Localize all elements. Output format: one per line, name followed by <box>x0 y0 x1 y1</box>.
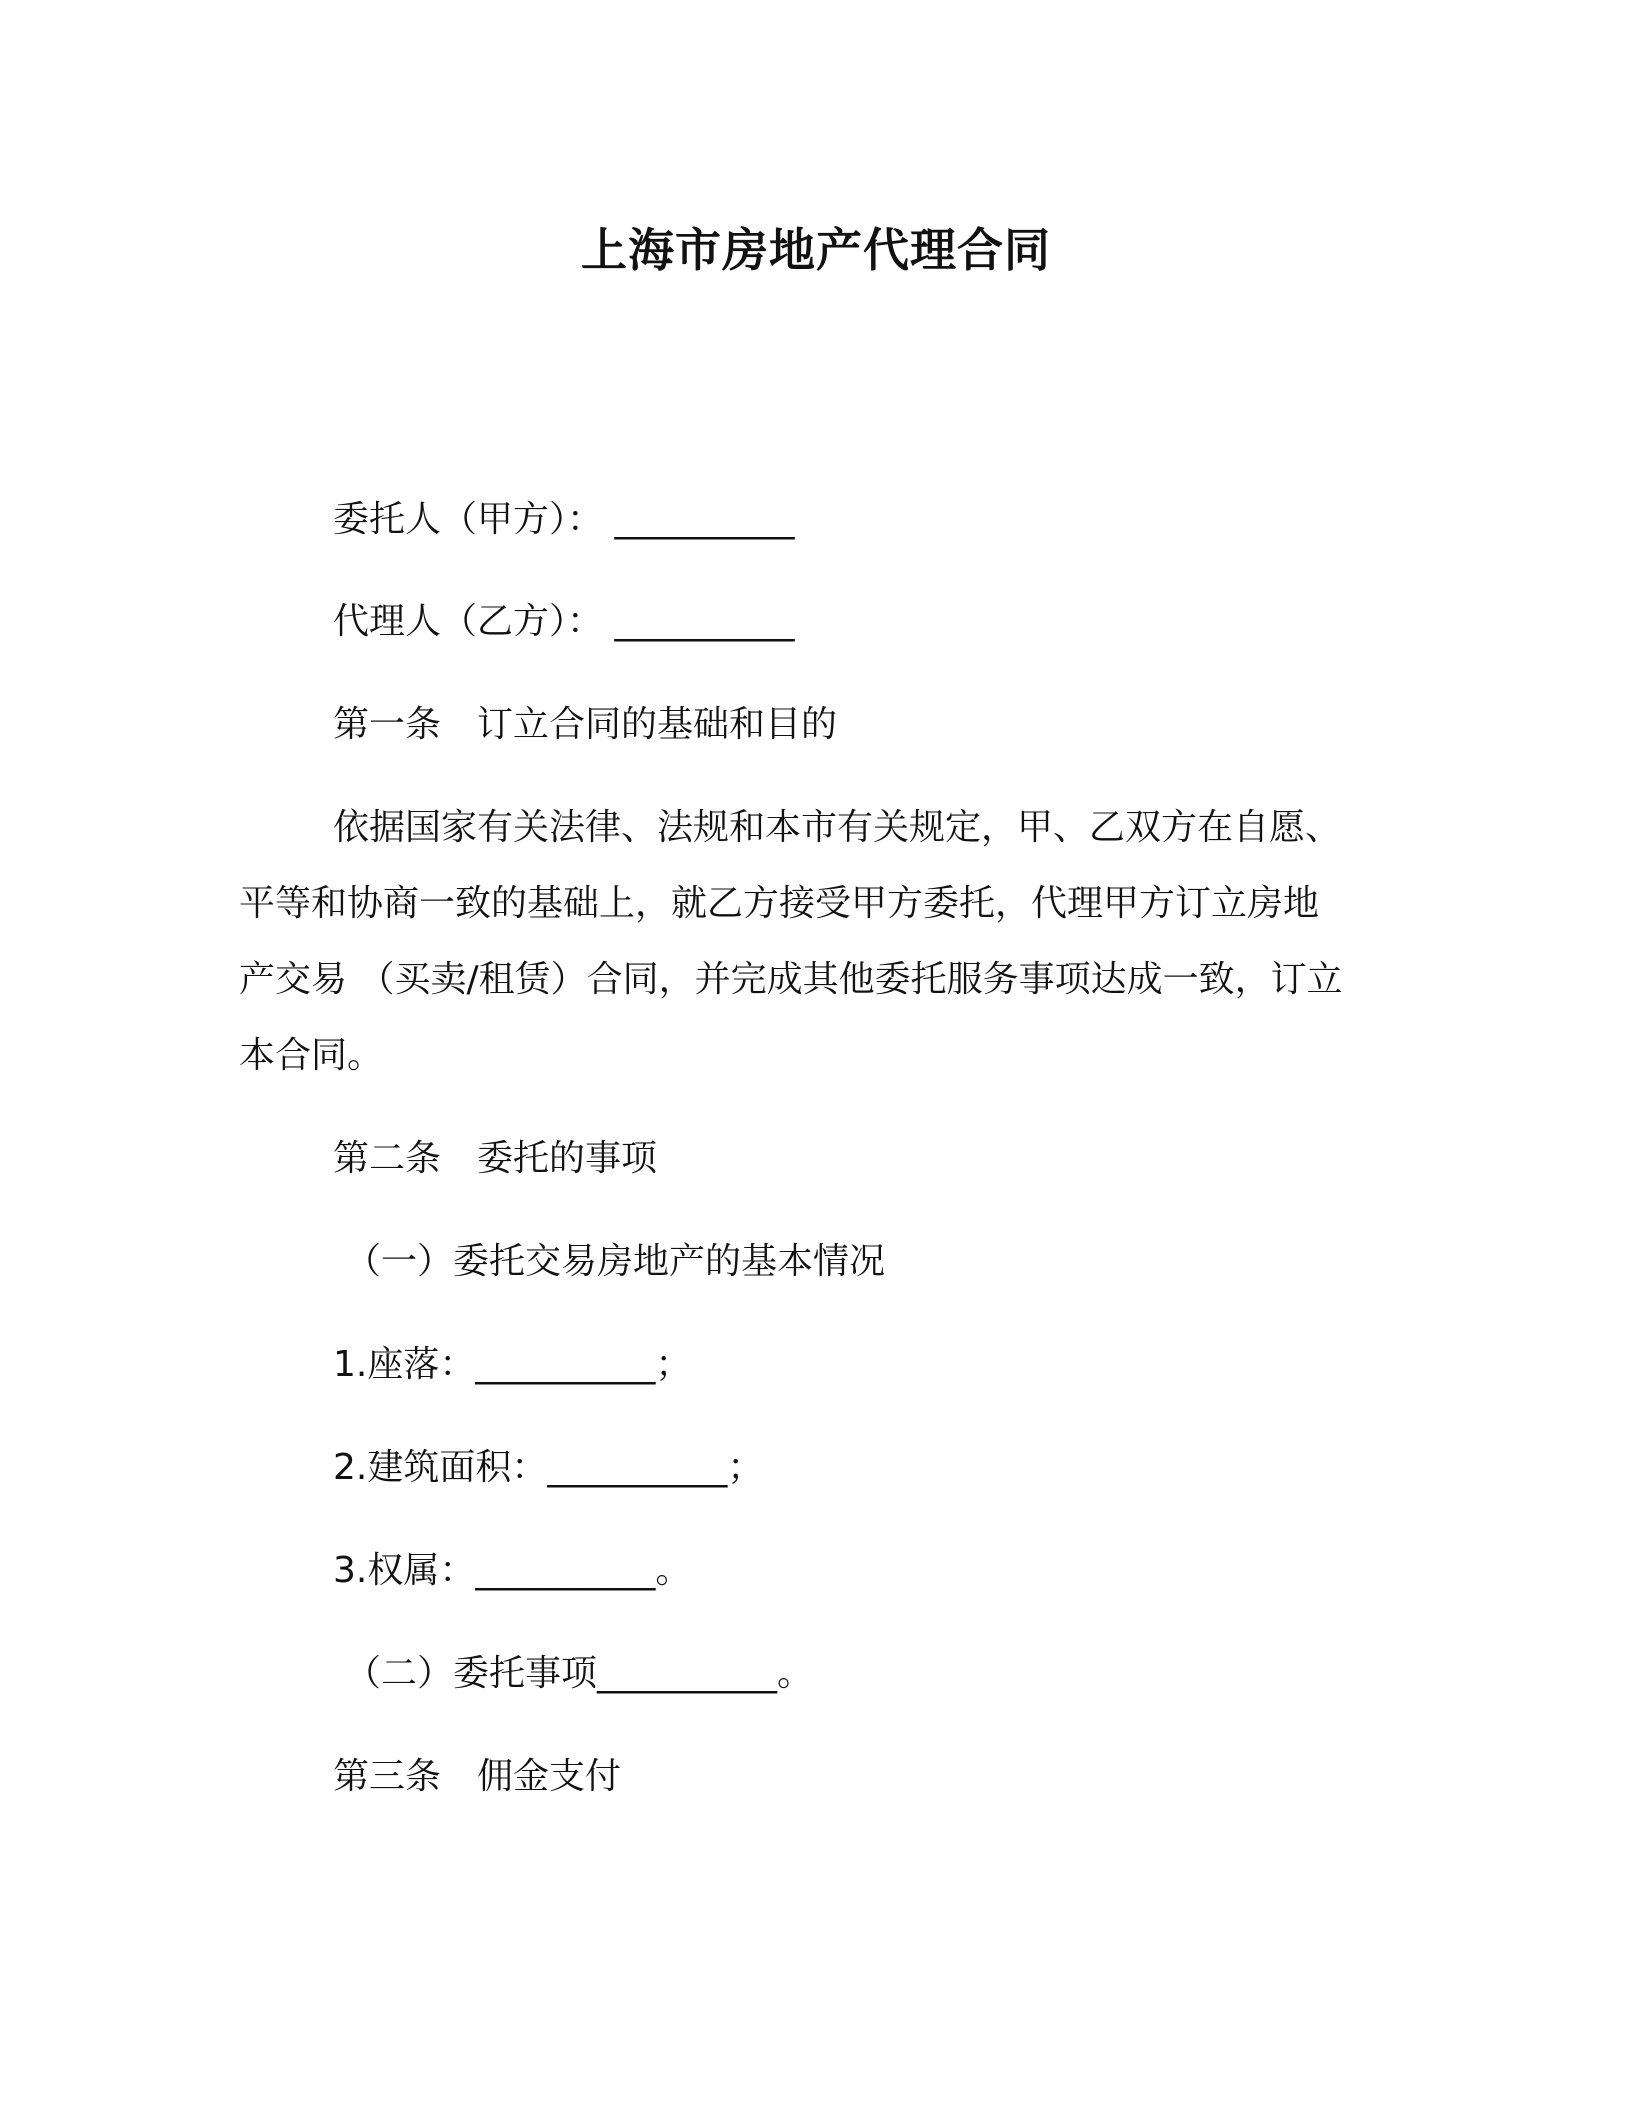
party-b-line: 代理人（乙方）： __________ <box>333 601 795 642</box>
article-1-heading: 第一条 订立合同的基础和目的 <box>333 704 838 745</box>
article-1-body-line-3: 产交易 （买卖/租赁）合同，并完成其他委托服务事项达成一致，订立 <box>239 959 1343 1000</box>
article-1-body-line-2: 平等和协商一致的基础上，就乙方接受甲方委托，代理甲方订立房地 <box>239 883 1320 924</box>
section-2-heading: （二）委托事项__________。 <box>345 1653 814 1694</box>
article-1-body-line-4: 本合同。 <box>239 1035 384 1076</box>
document-title: 上海市房地产代理合同 <box>581 223 1051 277</box>
item-ownership: 3.权属：__________。 <box>333 1550 692 1591</box>
party-a-line: 委托人（甲方）： __________ <box>333 499 795 540</box>
article-2-heading: 第二条 委托的事项 <box>333 1138 658 1179</box>
item-floor-area: 2.建筑面积：__________； <box>333 1447 764 1488</box>
article-1-body-line-1: 依据国家有关法律、法规和本市有关规定，甲、乙双方在自愿、 <box>333 807 1342 848</box>
item-location: 1.座落：__________； <box>333 1344 692 1385</box>
section-1-heading: （一）委托交易房地产的基本情况 <box>345 1241 886 1282</box>
article-3-heading: 第三条 佣金支付 <box>333 1756 622 1797</box>
